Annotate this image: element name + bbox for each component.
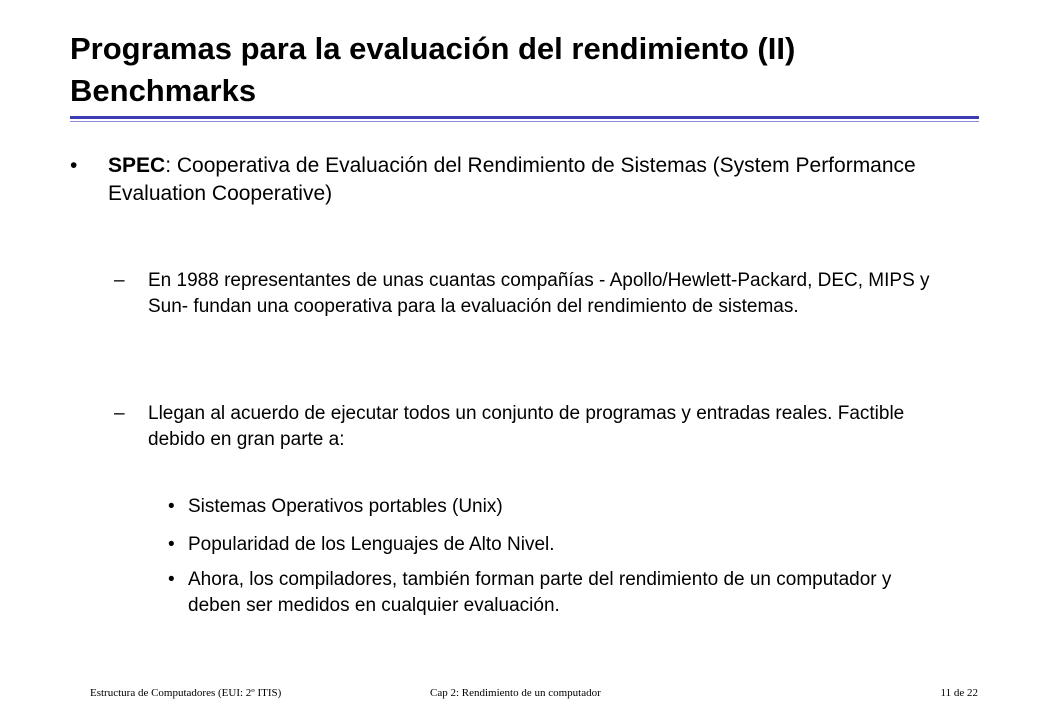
title-line-2: Benchmarks xyxy=(70,73,257,108)
title-underline-thin xyxy=(70,121,979,122)
sub-item-text: En 1988 representantes de unas cuantas compañías - Apollo/Hewlett-Packard, DEC, MIPS y Sun- fundan una cooperativa para la evaluación del rendimiento de sistemas. xyxy=(148,270,930,317)
spec-bullet-item xyxy=(70,152,970,208)
spec-text xyxy=(108,152,970,208)
list-item-text: Popularidad de los Lenguajes de Alto Nivel. xyxy=(188,534,555,555)
dash-icon: – xyxy=(114,403,125,424)
list-item-text: Sistemas Operativos portables (Unix) xyxy=(188,496,503,517)
slide-title xyxy=(70,28,990,112)
list-item xyxy=(168,532,948,558)
spec-description: : Cooperativa de Evaluación del Rendimiento de Sistemas (System Performance Evaluation Cooperative) xyxy=(108,154,916,205)
bullet-icon: • xyxy=(168,569,175,590)
spec-term: SPEC xyxy=(108,154,166,177)
list-item-text: Ahora, los compiladores, también forman parte del rendimiento de un computador y deben ser medidos en cualquier evaluación. xyxy=(188,569,892,616)
footer-course: Estructura de Computadores (EUI: 2º ITIS) xyxy=(90,687,282,699)
sub-item-acuerdo xyxy=(114,401,954,453)
bullet-icon: • xyxy=(168,534,175,555)
title-underline xyxy=(70,116,979,119)
bullet-icon: • xyxy=(168,496,175,517)
list-item xyxy=(168,567,948,619)
title-line-1: Programas para la evaluación del rendimiento (II) xyxy=(70,31,796,66)
sub-item-text: Llegan al acuerdo de ejecutar todos un conjunto de programas y entradas reales. Factible debido en gran parte a: xyxy=(148,403,905,450)
footer-chapter: Cap 2: Rendimiento de un computador xyxy=(430,687,601,699)
bullet-icon: • xyxy=(70,154,78,177)
list-item xyxy=(168,494,948,520)
dash-icon: – xyxy=(114,270,125,291)
footer-page-number: 11 de 22 xyxy=(940,687,978,699)
sub-item-1988 xyxy=(114,268,954,320)
